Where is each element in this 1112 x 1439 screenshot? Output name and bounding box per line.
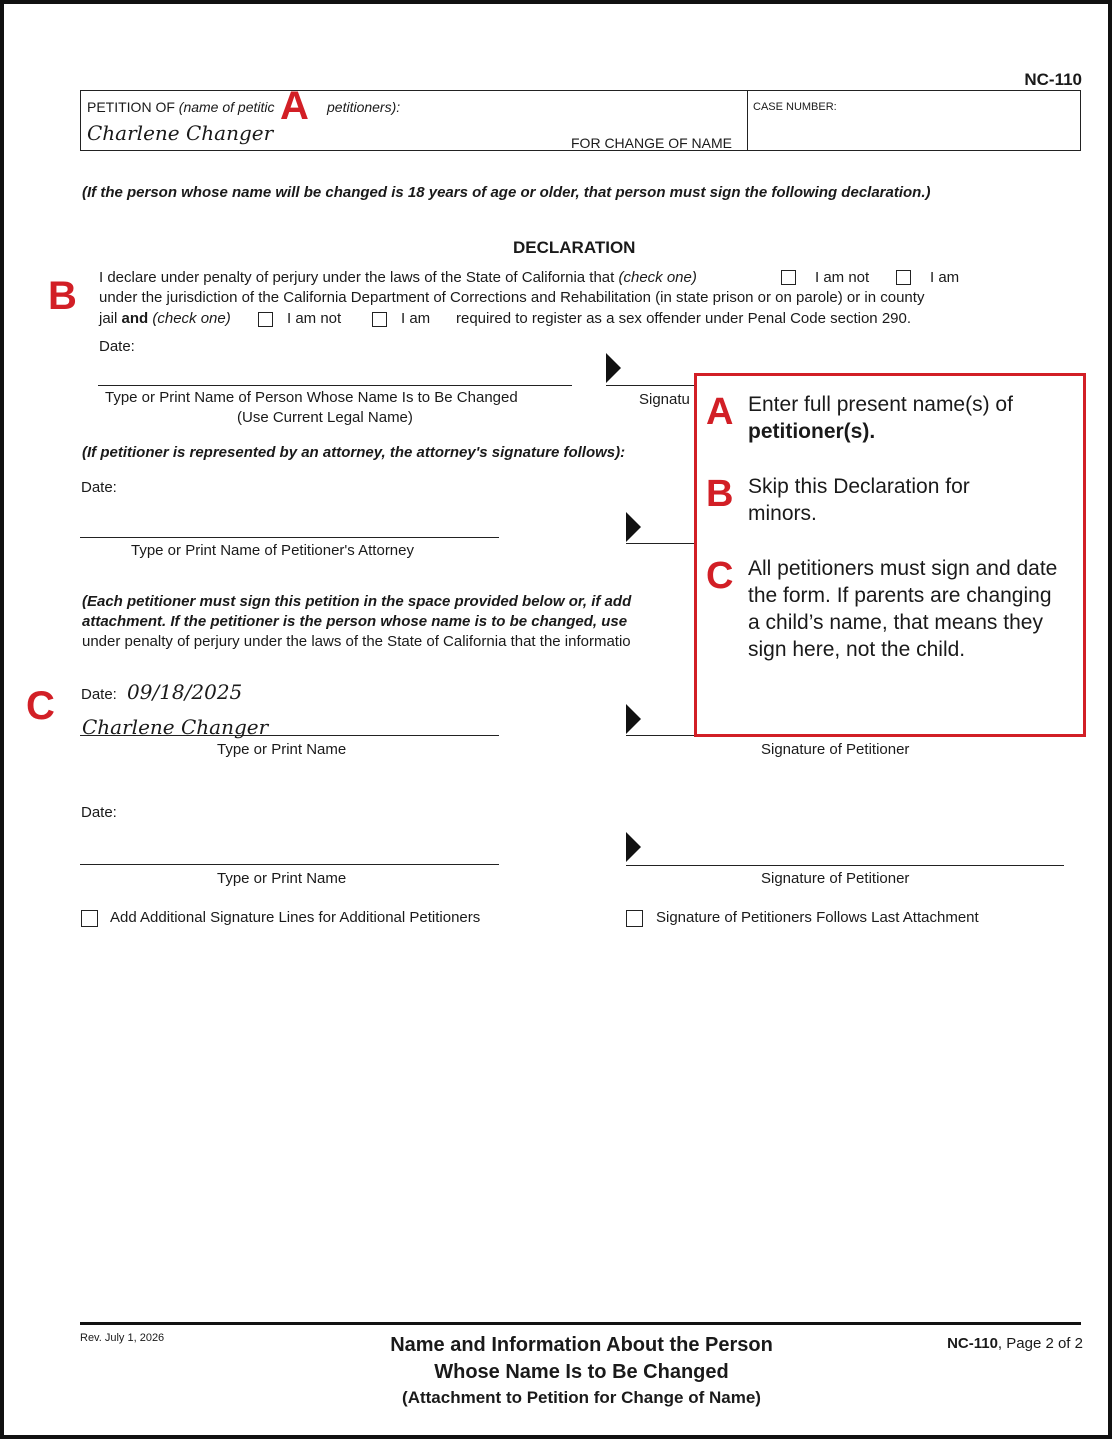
petitioners-instruction-3: under penalty of perjury under the laws of the State of California that the informatio xyxy=(82,633,631,650)
petitioner1-signature-line[interactable] xyxy=(626,735,698,736)
declaration-signature-caption: Signatu xyxy=(639,391,690,408)
cdcr-not-checkbox[interactable] xyxy=(781,270,796,285)
declaration-line-3: jail and (check one) xyxy=(99,310,231,327)
case-number-label: CASE NUMBER: xyxy=(753,101,837,113)
petitioner2-signature-caption: Signature of Petitioner xyxy=(761,870,910,887)
footer-rev: Rev. July 1, 2026 xyxy=(80,1332,165,1344)
petition-of-label xyxy=(87,99,275,115)
footer-page xyxy=(947,1335,1083,1352)
petitioners-instruction-2: attachment. If the petitioner is the person whose name is to be changed, use xyxy=(82,613,628,630)
callout-text-a-1: Enter full present name(s) of xyxy=(748,393,1013,416)
petitioner1-signature-caption: Signature of Petitioner xyxy=(761,741,910,758)
callout-text-a xyxy=(748,391,1013,445)
cdcr-am-checkbox[interactable] xyxy=(896,270,911,285)
attorney-name-line[interactable] xyxy=(80,537,499,538)
petitioner2-date-label: Date: xyxy=(81,804,117,821)
petitioner1-name-value[interactable]: Charlene Changer xyxy=(82,715,269,739)
declaration-name-caption-1: Type or Print Name of Person Whose Name Is to Be Changed xyxy=(105,389,518,406)
instruction-top: (If the person whose name will be changed is 18 years of age or older, that person must sign the following declaration.) xyxy=(82,184,931,201)
footer-page-number: , Page 2 of 2 xyxy=(997,1335,1083,1352)
declaration-title: DECLARATION xyxy=(513,238,636,257)
petitioner1-name-caption: Type or Print Name xyxy=(217,741,347,758)
footer-title xyxy=(304,1332,859,1410)
callout-text-a-2: petitioner(s). xyxy=(748,420,876,443)
petition-italic-2: petitioners): xyxy=(327,99,401,115)
declaration-line-3-tail: required to register as a sex offender under Penal Code section 290. xyxy=(456,310,912,327)
declaration-name-line[interactable] xyxy=(98,385,572,386)
attorney-signature-arrow-icon xyxy=(626,512,641,542)
header-divider xyxy=(747,91,748,150)
petitioner2-name-line[interactable] xyxy=(80,864,499,865)
petitioner-name-value[interactable]: Charlene Changer xyxy=(87,121,274,145)
cdcr-not-label: I am not xyxy=(815,269,870,286)
footer-title-1: Name and Information About the Person xyxy=(390,1334,773,1356)
callout-text-c: All petitioners must sign and date the form. If parents are changing a child’s name, that means they sign here, not the child. xyxy=(748,557,1058,661)
declaration-line-1: I declare under penalty of perjury under the laws of the State of California that (check one) xyxy=(99,269,697,286)
sex-offender-am-checkbox[interactable] xyxy=(372,312,387,327)
footer-rule xyxy=(80,1322,1081,1325)
footer-title-2: Whose Name Is to Be Changed xyxy=(434,1361,729,1383)
declaration-name-caption-2: (Use Current Legal Name) xyxy=(237,409,413,426)
callout-marker-b: B xyxy=(706,473,734,515)
petitioner1-name-line[interactable] xyxy=(80,735,499,736)
signature-follows-label: Signature of Petitioners Follows Last Attachment xyxy=(656,909,979,926)
form-number: NC-110 xyxy=(1024,70,1082,89)
petition-italic-1: (name of petitic xyxy=(178,99,275,115)
petitioners-instruction-1: (Each petitioner must sign this petition in the space provided below or, if add xyxy=(82,593,632,610)
declaration-date-label: Date: xyxy=(99,338,135,355)
instruction-callout xyxy=(694,373,1086,737)
callout-marker-c: C xyxy=(706,555,734,597)
petitioner2-signature-line[interactable] xyxy=(626,865,1064,866)
marker-b: B xyxy=(48,274,77,318)
footer-title-3: (Attachment to Petition for Change of Name) xyxy=(402,1388,761,1407)
marker-c: C xyxy=(26,684,55,728)
sex-offender-not-checkbox[interactable] xyxy=(258,312,273,327)
callout-text-b: Skip this Declaration for minors. xyxy=(748,475,970,525)
sex-offender-am-label: I am xyxy=(401,310,431,327)
petitioner2-signature-arrow-icon xyxy=(626,832,641,862)
cdcr-am-label: I am xyxy=(930,269,960,286)
declaration-signature-arrow-icon xyxy=(606,353,621,383)
petitioner2-name-caption: Type or Print Name xyxy=(217,870,347,887)
for-change-of-name: FOR CHANGE OF NAME xyxy=(571,135,733,151)
petition-prefix: PETITION OF xyxy=(87,99,175,115)
marker-a-header: A xyxy=(280,84,309,128)
attorney-instruction: (If petitioner is represented by an attorney, the attorney's signature follows): xyxy=(82,444,626,461)
attorney-name-caption: Type or Print Name of Petitioner's Attorney xyxy=(131,542,414,559)
petitioner1-date-label: Date: xyxy=(81,686,117,703)
add-signature-lines-label: Add Additional Signature Lines for Additional Petitioners xyxy=(110,909,481,926)
attorney-signature-line[interactable] xyxy=(626,543,698,544)
add-signature-lines-checkbox[interactable] xyxy=(81,910,98,927)
header-box xyxy=(80,90,1081,151)
attorney-date-label: Date: xyxy=(81,479,117,496)
declaration-line-2: under the jurisdiction of the California Department of Corrections and Rehabilitation (in state prison or on parole) or in county xyxy=(99,289,925,306)
signature-follows-checkbox[interactable] xyxy=(626,910,643,927)
footer-form-id: NC-110 xyxy=(947,1335,998,1352)
declaration-signature-line[interactable] xyxy=(606,385,698,386)
callout-marker-a: A xyxy=(706,391,734,433)
sex-offender-not-label: I am not xyxy=(287,310,342,327)
petitioner1-date-value[interactable]: 09/18/2025 xyxy=(127,680,243,704)
petitioner1-signature-arrow-icon xyxy=(626,704,641,734)
